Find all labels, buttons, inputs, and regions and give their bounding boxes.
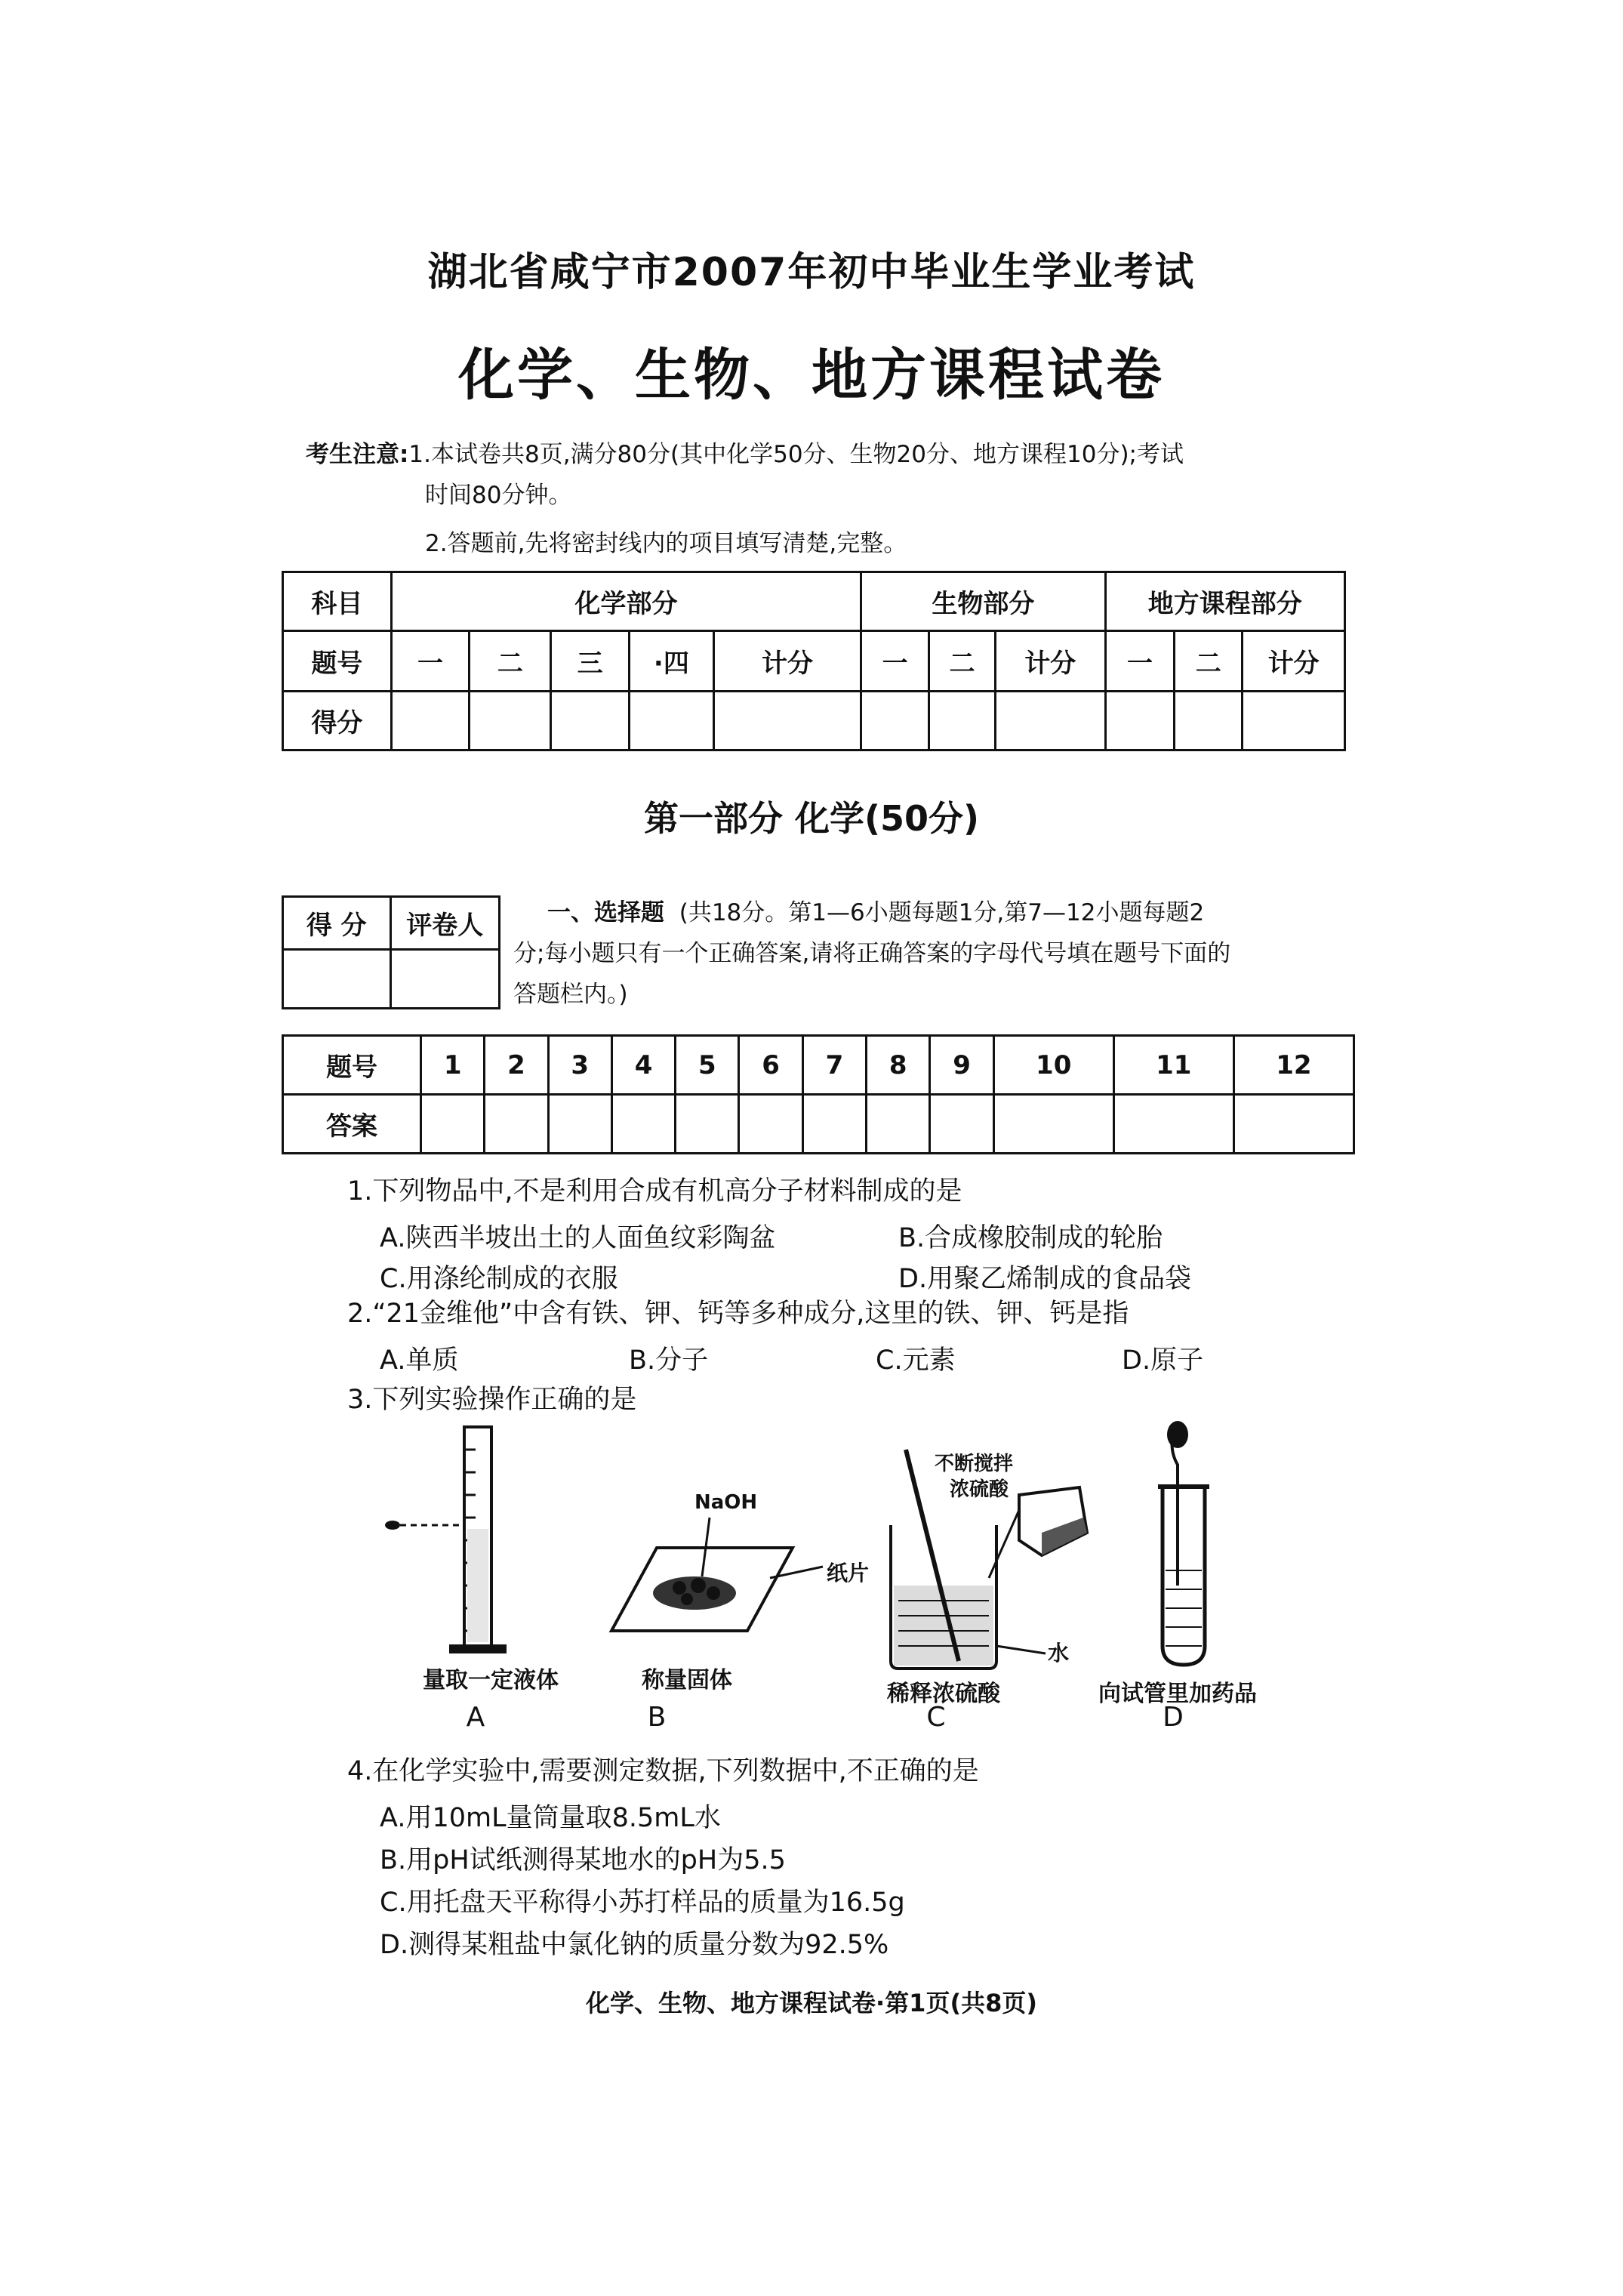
- q2-option-a: A.单质: [380, 1345, 459, 1376]
- section-title: 一、选择题: [547, 899, 664, 926]
- grader-score-cell[interactable]: [283, 950, 391, 1009]
- grader-box: [282, 895, 500, 1009]
- section-desc-1: [547, 892, 1355, 933]
- answer-cell[interactable]: [485, 1095, 548, 1154]
- grader-box-label: 评卷人: [390, 897, 500, 950]
- notice-line-2: 2.答题前,先将密封线内的项目填写清楚,完整。: [425, 530, 907, 557]
- answer-table-number: 11: [1113, 1036, 1233, 1095]
- answer-cell[interactable]: [993, 1095, 1113, 1154]
- answer-cell[interactable]: [611, 1095, 675, 1154]
- answer-cell[interactable]: [930, 1095, 993, 1154]
- caption-d: 向试管里加药品: [1098, 1681, 1257, 1707]
- label-water: 水: [1048, 1641, 1070, 1666]
- answer-cell[interactable]: [421, 1095, 485, 1154]
- score-table-cell: 计分: [1243, 631, 1345, 692]
- score-input-cell[interactable]: [713, 692, 861, 750]
- figure-letter-b: B: [647, 1702, 667, 1733]
- score-table-cell: 化学部分: [391, 572, 861, 631]
- figure-d-test-tube: [1132, 1419, 1238, 1669]
- score-table-cell: 二: [1175, 631, 1243, 692]
- score-table-cell: ·四: [629, 631, 713, 692]
- answer-cell[interactable]: [676, 1095, 739, 1154]
- section-desc-text: (共18分。第1—6小题每题1分,第7—12小题每题2: [679, 899, 1205, 926]
- q1-option-c: C.用涤纶制成的衣服: [380, 1264, 618, 1294]
- score-table-cell: 地方课程部分: [1105, 572, 1344, 631]
- grader-name-cell[interactable]: [390, 950, 500, 1009]
- q3-stem: 3.下列实验操作正确的是: [347, 1385, 637, 1415]
- score-table-cell: 科目: [283, 572, 392, 631]
- answer-table-number: 2: [485, 1036, 548, 1095]
- score-input-cell[interactable]: [551, 692, 630, 750]
- caption-c: 稀释浓硫酸: [887, 1681, 1000, 1707]
- answer-cell[interactable]: [1113, 1095, 1233, 1154]
- score-input-cell[interactable]: [929, 692, 996, 750]
- score-input-cell[interactable]: [1243, 692, 1345, 750]
- caption-a: 量取一定液体: [423, 1667, 559, 1693]
- answer-cell[interactable]: [548, 1095, 611, 1154]
- score-input-cell[interactable]: [861, 692, 929, 750]
- score-input-cell[interactable]: [470, 692, 551, 750]
- score-table-cell: 题号: [283, 631, 392, 692]
- figure-a-cylinder: [370, 1419, 559, 1676]
- score-table: [282, 571, 1346, 751]
- score-table-cell: 计分: [713, 631, 861, 692]
- figure-letter-d: D: [1163, 1702, 1184, 1733]
- score-input-cell[interactable]: [1105, 692, 1175, 750]
- exam-subtitle: 化学、生物、地方课程试卷: [458, 343, 1165, 408]
- score-input-cell[interactable]: [1175, 692, 1243, 750]
- answer-table-number: 12: [1233, 1036, 1354, 1095]
- answer-cell[interactable]: [802, 1095, 866, 1154]
- answer-cell[interactable]: [739, 1095, 802, 1154]
- q1-option-a: A.陕西半坡出土的人面鱼纹彩陶盆: [380, 1223, 776, 1253]
- q4-option-c: C.用托盘天平称得小苏打样品的质量为16.5g: [380, 1888, 905, 1918]
- answer-table-number: 7: [802, 1036, 866, 1095]
- section-desc-2: 分;每小题只有一个正确答案,请将正确答案的字母代号填在题号下面的: [513, 940, 1231, 967]
- score-table-cell: 一: [1105, 631, 1175, 692]
- q2-option-b: B.分子: [629, 1345, 709, 1376]
- notice-text-1: 1.本试卷共8页,满分80分(其中化学50分、生物20分、地方课程10分);考试: [408, 441, 1184, 468]
- notice-label: 考生注意:: [306, 441, 409, 468]
- notice-line-1b: 时间80分钟。: [425, 482, 572, 509]
- answer-table-label: 题号: [283, 1036, 421, 1095]
- label-stir: 不断搅拌: [935, 1453, 1014, 1475]
- q1-option-b: B.合成橡胶制成的轮胎: [898, 1223, 1163, 1253]
- figure-letter-c: C: [926, 1702, 946, 1733]
- q4-stem: 4.在化学实验中,需要测定数据,下列数据中,不正确的是: [347, 1756, 979, 1786]
- score-input-cell[interactable]: [391, 692, 470, 750]
- score-table-cell: 三: [551, 631, 630, 692]
- score-table-cell: 生物部分: [861, 572, 1105, 631]
- answer-table-number: 9: [930, 1036, 993, 1095]
- score-table-cell: 一: [391, 631, 470, 692]
- q2-option-d: D.原子: [1122, 1345, 1204, 1376]
- score-table-cell: 得分: [283, 692, 392, 750]
- q2-stem: 2.“21金维他”中含有铁、钾、钙等多种成分,这里的铁、钾、钙是指: [347, 1299, 1129, 1329]
- section-desc-3: 答题栏内。): [513, 981, 628, 1008]
- grader-box-label: 得 分: [283, 897, 391, 950]
- notice-line-1: [306, 436, 1378, 473]
- score-input-cell[interactable]: [995, 692, 1105, 750]
- answer-table-number: 1: [421, 1036, 485, 1095]
- score-table-cell: 计分: [995, 631, 1105, 692]
- answer-table-number: 5: [676, 1036, 739, 1095]
- q1-option-d: D.用聚乙烯制成的食品袋: [898, 1264, 1192, 1294]
- q1-stem: 1.下列物品中,不是利用合成有机高分子材料制成的是: [347, 1176, 962, 1207]
- score-table-cell: 二: [470, 631, 551, 692]
- exam-title: 湖北省咸宁市2007年初中毕业生学业考试: [427, 250, 1196, 295]
- q4-option-b: B.用pH试纸测得某地水的pH为5.5: [380, 1845, 786, 1875]
- label-paper: 纸片: [827, 1561, 870, 1586]
- page-footer: 化学、生物、地方课程试卷·第1页(共8页): [586, 1989, 1037, 2017]
- score-table-cell: 一: [861, 631, 929, 692]
- label-naoh: NaOH: [694, 1491, 758, 1514]
- caption-b: 称量固体: [642, 1667, 732, 1693]
- answer-cell[interactable]: [1233, 1095, 1354, 1154]
- answer-table: [282, 1034, 1355, 1154]
- answer-table-number: 6: [739, 1036, 802, 1095]
- answer-cell[interactable]: [867, 1095, 930, 1154]
- answer-table-number: 10: [993, 1036, 1113, 1095]
- part-title: 第一部分 化学(50分): [643, 798, 980, 839]
- answer-table-label: 答案: [283, 1095, 421, 1154]
- figure-letter-a: A: [466, 1702, 485, 1733]
- q2-option-c: C.元素: [876, 1345, 956, 1376]
- answer-table-number: 3: [548, 1036, 611, 1095]
- label-acid: 浓硫酸: [950, 1478, 1009, 1501]
- answer-table-number: 8: [867, 1036, 930, 1095]
- q4-option-d: D.测得某粗盐中氯化钠的质量分数为92.5%: [380, 1930, 889, 1960]
- score-table-cell: 二: [929, 631, 996, 692]
- score-input-cell[interactable]: [629, 692, 713, 750]
- answer-table-number: 4: [611, 1036, 675, 1095]
- q4-option-a: A.用10mL量筒量取8.5mL水: [380, 1803, 721, 1833]
